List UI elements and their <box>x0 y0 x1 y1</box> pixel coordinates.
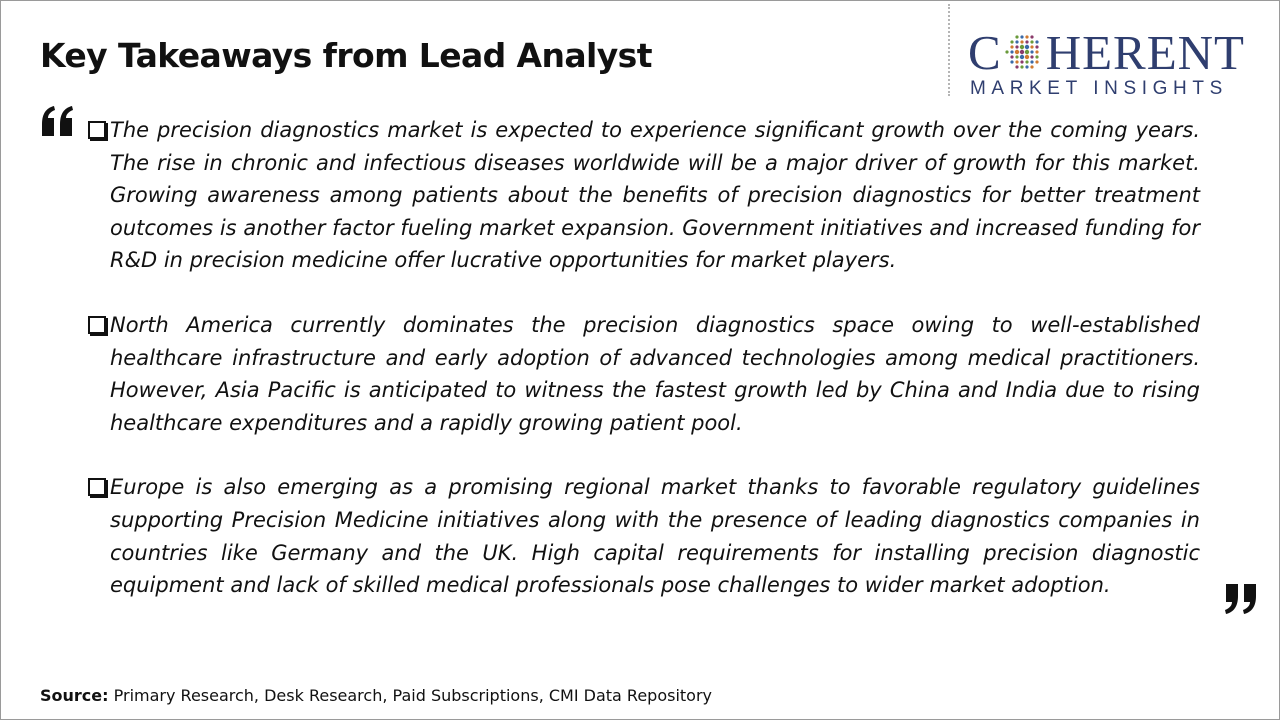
logo-dot-globe-icon <box>1002 33 1046 71</box>
logo-dot <box>1030 40 1033 43</box>
logo-wordmark <box>968 25 1245 80</box>
checkbox-bullet-icon <box>88 478 106 496</box>
logo-dot <box>1024 50 1028 54</box>
logo-dot <box>1025 60 1028 63</box>
logo-dot <box>1020 65 1023 68</box>
logo-wordmark-right: HERENT <box>1045 25 1245 80</box>
takeaway-text: Europe is also emerging as a promising regional market thanks to favorable regulatory guidelines supporting Precision Medicine initiatives along with the presence of leading diagnostics companies in countries like Germany and the UK. High capital requirements for installing precision diagnostic equipment and lack of skilled medical professionals pose challenges to wider market adoption. <box>110 475 1200 598</box>
logo-dot <box>1015 55 1018 58</box>
logo-dot <box>1019 50 1023 54</box>
logo-dot <box>1020 35 1023 38</box>
logo-dot <box>1030 65 1033 68</box>
checkbox-bullet-icon <box>88 121 106 139</box>
logo-dot <box>1005 50 1008 53</box>
logo-dot <box>1030 35 1033 38</box>
logo-dot <box>1030 50 1033 53</box>
takeaway-list <box>86 114 1200 634</box>
logo-dot <box>1025 35 1028 38</box>
logo-dot <box>1015 35 1018 38</box>
source-label: Source: <box>40 686 109 705</box>
takeaway-item <box>86 471 1200 601</box>
logo-dot <box>1015 45 1018 48</box>
logo-dot <box>1035 40 1038 43</box>
logo-dot <box>1035 55 1038 58</box>
logo-dot <box>1015 40 1018 43</box>
logo-dot <box>1010 50 1013 53</box>
logo-dot <box>1015 65 1018 68</box>
close-quote-icon <box>1222 582 1258 616</box>
logo-divider <box>948 4 950 96</box>
logo-dot <box>1035 50 1038 53</box>
logo-dot <box>1010 55 1013 58</box>
logo-dot <box>1015 60 1018 63</box>
open-quote-icon <box>40 104 76 138</box>
logo-dot <box>1020 40 1023 43</box>
logo-dot <box>1019 45 1023 49</box>
takeaway-text: The precision diagnostics market is expected to experience significant growth over the coming years. The rise in chronic and infectious diseases worldwide will be a major driver of growth for this market. Growing awareness among patients about the benefits of precision diagnostics for better treatment outcomes is another factor fueling market expansion. Government initiatives and increased funding for R&D in precision medicine offer lucrative opportunities for market players. <box>110 118 1200 273</box>
logo-tagline: MARKET INSIGHTS <box>970 78 1228 99</box>
logo-dot <box>1025 65 1028 68</box>
logo-dot <box>1010 40 1013 43</box>
logo-dot <box>1010 60 1013 63</box>
takeaway-text: North America currently dominates the precision diagnostics space owing to well-established healthcare infrastructure and early adoption of advanced technologies among medical practitioners. However, Asia Pacific is anticipated to witness the fastest growth led by China and India due to rising healthcare expenditures and a rapidly growing patient pool. <box>110 312 1200 435</box>
source-note <box>40 686 712 705</box>
page-title: Key Takeaways from Lead Analyst <box>40 36 652 75</box>
checkbox-bullet-icon <box>88 316 106 334</box>
company-logo <box>968 25 1260 99</box>
logo-dot <box>1020 60 1023 63</box>
logo-wordmark-left: C <box>968 25 1002 80</box>
logo-dot <box>1019 55 1023 59</box>
logo-dot <box>1030 60 1033 63</box>
logo-dot <box>1010 45 1013 48</box>
logo-dot <box>1024 45 1028 49</box>
logo-dot <box>1035 60 1038 63</box>
logo-dot <box>1030 45 1033 48</box>
takeaway-item <box>86 309 1200 439</box>
logo-dot <box>1025 40 1028 43</box>
source-text: Primary Research, Desk Research, Paid Subscriptions, CMI Data Repository <box>113 686 713 705</box>
logo-dot <box>1014 50 1018 54</box>
takeaway-item <box>86 114 1200 277</box>
logo-dot <box>1035 45 1038 48</box>
logo-dot <box>1030 55 1033 58</box>
logo-dot <box>1024 55 1028 59</box>
